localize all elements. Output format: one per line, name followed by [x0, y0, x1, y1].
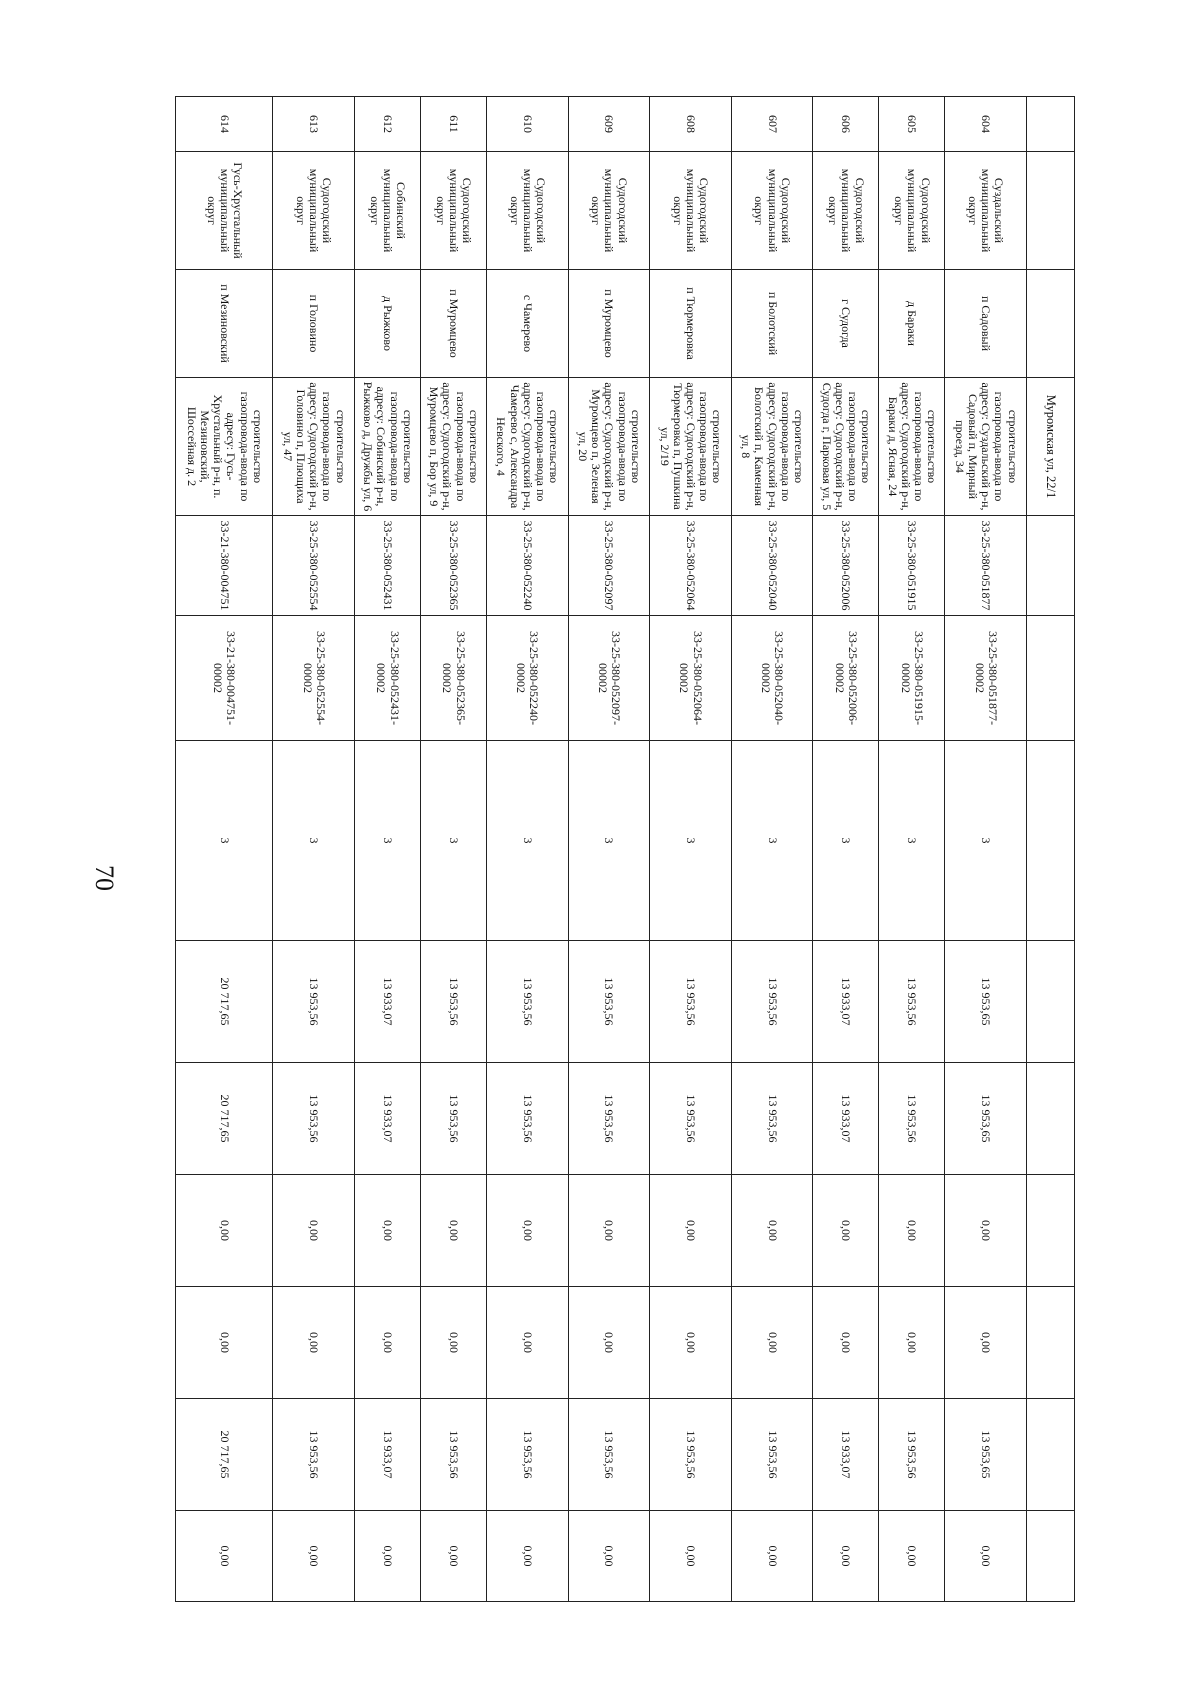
value-cell-3: 0,00 [176, 1175, 273, 1287]
locality-cell: г Судогда [813, 270, 879, 378]
value-cell-2: 13 953,65 [945, 1063, 1027, 1175]
district-cell: Судогодский муниципальный округ [879, 152, 945, 270]
count-cell: 3 [486, 741, 568, 941]
value-cell-6: 0,00 [650, 1511, 732, 1602]
value-cell-1: 13 953,56 [731, 941, 813, 1063]
value-cell-4: 0,00 [420, 1287, 486, 1399]
value-cell-5: 13 933,07 [354, 1399, 420, 1511]
row-number: 614 [176, 97, 273, 152]
value-cell-6: 0,00 [354, 1511, 420, 1602]
value-cell-5: 13 953,56 [650, 1399, 732, 1511]
header-cell-locality [1027, 270, 1075, 378]
work-description-cell: строительство газопровода-ввода по адресу: Судогодский р-н, Судогда г, Парковая ул, 5 [813, 378, 879, 516]
district-cell: Судогодский муниципальный округ [273, 152, 355, 270]
value-cell-6: 0,00 [176, 1511, 273, 1602]
object-code-cell: 33-25-380-051915-00002 [879, 616, 945, 741]
value-cell-3: 0,00 [273, 1175, 355, 1287]
header-cell-v3 [1027, 1175, 1075, 1287]
value-cell-4: 0,00 [879, 1287, 945, 1399]
value-cell-2: 13 953,56 [731, 1063, 813, 1175]
table-row [731, 97, 813, 1602]
value-cell-1: 13 933,07 [354, 941, 420, 1063]
value-cell-2: 13 953,56 [568, 1063, 650, 1175]
district-cell: Судогодский муниципальный округ [650, 152, 732, 270]
value-cell-1: 13 953,56 [568, 941, 650, 1063]
row-number: 613 [273, 97, 355, 152]
header-cell-work: Муромская ул, 22/1 [1027, 378, 1075, 516]
work-description-cell: строительство газопровода-ввода по адресу: Суздальский р-н, Садовый п, Мирный проезд, 34 [945, 378, 1027, 516]
district-cell: Судогодский муниципальный округ [420, 152, 486, 270]
object-code-cell: 33-25-380-052431-00002 [354, 616, 420, 741]
object-code-cell: 33-25-380-052554-00002 [273, 616, 355, 741]
value-cell-3: 0,00 [879, 1175, 945, 1287]
locality-cell: д Бараки [879, 270, 945, 378]
value-cell-5: 13 953,56 [273, 1399, 355, 1511]
header-cell-v2 [1027, 1063, 1075, 1175]
count-cell: 3 [945, 741, 1027, 941]
table-row [879, 97, 945, 1602]
code-cell: 33-25-380-051877 [945, 516, 1027, 616]
value-cell-4: 0,00 [176, 1287, 273, 1399]
value-cell-2: 13 933,07 [813, 1063, 879, 1175]
value-cell-1: 13 953,56 [650, 941, 732, 1063]
value-cell-1: 13 933,07 [813, 941, 879, 1063]
code-cell: 33-25-380-052365 [420, 516, 486, 616]
value-cell-4: 0,00 [568, 1287, 650, 1399]
locality-cell: д Рыжково [354, 270, 420, 378]
table-row [813, 97, 879, 1602]
district-cell: Гусь-Хрустальный муниципальный округ [176, 152, 273, 270]
district-cell: Судогодский муниципальный округ [813, 152, 879, 270]
row-number: 610 [486, 97, 568, 152]
value-cell-5: 13 933,07 [813, 1399, 879, 1511]
district-cell: Судогодский муниципальный округ [731, 152, 813, 270]
header-cell-v1 [1027, 941, 1075, 1063]
table-row [354, 97, 420, 1602]
table-row [650, 97, 732, 1602]
work-description-cell: строительство газопровода-ввода по адресу: Гусь-Хрустальный р-н, п. Мезиновский, Шоссейная д. 2 [176, 378, 273, 516]
object-code-cell: 33-25-380-052064-00002 [650, 616, 732, 741]
locality-cell: п Садовый [945, 270, 1027, 378]
row-number: 612 [354, 97, 420, 152]
value-cell-5: 13 953,56 [486, 1399, 568, 1511]
count-cell: 3 [568, 741, 650, 941]
object-code-cell: 33-25-380-052240-00002 [486, 616, 568, 741]
value-cell-5: 13 953,56 [568, 1399, 650, 1511]
header-cell-num [1027, 97, 1075, 152]
locality-cell: п Муромцево [420, 270, 486, 378]
header-cell-v5 [1027, 1399, 1075, 1511]
value-cell-2: 13 953,56 [879, 1063, 945, 1175]
work-description-cell: строительство газопровода-ввода по адресу: Судогодский р-н, Болотский п, Каменная ул, 8 [731, 378, 813, 516]
locality-cell: с Чамерево [486, 270, 568, 378]
work-description-cell: строительство газопровода-ввода по адресу: Судогодский р-н, Бараки д, Ясная, 24 [879, 378, 945, 516]
value-cell-6: 0,00 [486, 1511, 568, 1602]
value-cell-3: 0,00 [420, 1175, 486, 1287]
object-code-cell: 33-25-380-052365-00002 [420, 616, 486, 741]
value-cell-6: 0,00 [813, 1511, 879, 1602]
value-cell-4: 0,00 [945, 1287, 1027, 1399]
value-cell-5: 13 953,56 [420, 1399, 486, 1511]
table-row [568, 97, 650, 1602]
value-cell-3: 0,00 [650, 1175, 732, 1287]
district-cell: Собинский муниципальный округ [354, 152, 420, 270]
work-description-cell: строительство газопровода-ввода по адресу: Собинский р-н, Рыжково д, Дружбы ул, 6 [354, 378, 420, 516]
value-cell-3: 0,00 [731, 1175, 813, 1287]
table-row [420, 97, 486, 1602]
code-cell: 33-25-380-052554 [273, 516, 355, 616]
value-cell-5: 13 953,65 [945, 1399, 1027, 1511]
count-cell: 3 [879, 741, 945, 941]
value-cell-4: 0,00 [273, 1287, 355, 1399]
value-cell-1: 13 953,56 [420, 941, 486, 1063]
value-cell-3: 0,00 [813, 1175, 879, 1287]
district-cell: Судогодский муниципальный округ [486, 152, 568, 270]
value-cell-6: 0,00 [945, 1511, 1027, 1602]
count-cell: 3 [273, 741, 355, 941]
page-number: 70 [90, 865, 119, 891]
code-cell: 33-25-380-052064 [650, 516, 732, 616]
header-cell-code2 [1027, 616, 1075, 741]
value-cell-6: 0,00 [731, 1511, 813, 1602]
value-cell-1: 20 717,65 [176, 941, 273, 1063]
locality-cell: п Головино [273, 270, 355, 378]
row-number: 611 [420, 97, 486, 152]
code-cell: 33-21-380-004751 [176, 516, 273, 616]
value-cell-6: 0,00 [568, 1511, 650, 1602]
district-cell: Судогодский муниципальный округ [568, 152, 650, 270]
value-cell-3: 0,00 [486, 1175, 568, 1287]
code-cell: 33-25-380-052006 [813, 516, 879, 616]
code-cell: 33-25-380-052040 [731, 516, 813, 616]
locality-cell: п Тюрмеровка [650, 270, 732, 378]
count-cell: 3 [354, 741, 420, 941]
value-cell-2: 13 933,07 [354, 1063, 420, 1175]
value-cell-5: 13 953,56 [879, 1399, 945, 1511]
object-code-cell: 33-25-380-052040-00002 [731, 616, 813, 741]
work-description-cell: строительство газопровода-ввода по адресу: Судогодский р-н, Головино п, Плющиха ул, 47 [273, 378, 355, 516]
count-cell: 3 [176, 741, 273, 941]
header-cell-n [1027, 741, 1075, 941]
row-number: 609 [568, 97, 650, 152]
value-cell-3: 0,00 [945, 1175, 1027, 1287]
value-cell-5: 20 717,65 [176, 1399, 273, 1511]
object-code-cell: 33-25-380-052097-00002 [568, 616, 650, 741]
code-cell: 33-25-380-052240 [486, 516, 568, 616]
locality-cell: п Муромцево [568, 270, 650, 378]
table-row [176, 97, 273, 1602]
header-cell-district [1027, 152, 1075, 270]
row-number: 608 [650, 97, 732, 152]
header-cell-code1 [1027, 516, 1075, 616]
row-number: 604 [945, 97, 1027, 152]
value-cell-1: 13 953,65 [945, 941, 1027, 1063]
value-cell-4: 0,00 [731, 1287, 813, 1399]
value-cell-4: 0,00 [354, 1287, 420, 1399]
value-cell-4: 0,00 [813, 1287, 879, 1399]
district-cell: Суздальский муниципальный округ [945, 152, 1027, 270]
value-cell-6: 0,00 [273, 1511, 355, 1602]
value-cell-3: 0,00 [354, 1175, 420, 1287]
object-code-cell: 33-25-380-052006-00002 [813, 616, 879, 741]
value-cell-4: 0,00 [650, 1287, 732, 1399]
table-row [945, 97, 1027, 1602]
code-cell: 33-25-380-052431 [354, 516, 420, 616]
value-cell-2: 20 717,65 [176, 1063, 273, 1175]
value-cell-6: 0,00 [879, 1511, 945, 1602]
object-code-cell: 33-21-380-004751-00002 [176, 616, 273, 741]
count-cell: 3 [650, 741, 732, 941]
work-description-cell: строительство газопровода-ввода по адресу: Судогодский р-н, Чамерево с, Александра Невского, 4 [486, 378, 568, 516]
value-cell-5: 13 953,56 [731, 1399, 813, 1511]
rotated-table-wrapper [175, 96, 1075, 1601]
locality-cell: п Болотский [731, 270, 813, 378]
table-row [486, 97, 568, 1602]
row-number: 607 [731, 97, 813, 152]
value-cell-6: 0,00 [420, 1511, 486, 1602]
object-code-cell: 33-25-380-051877-00002 [945, 616, 1027, 741]
value-cell-2: 13 953,56 [650, 1063, 732, 1175]
row-number: 605 [879, 97, 945, 152]
registry-sheet [175, 96, 1075, 1601]
locality-cell: п Мезиновский [176, 270, 273, 378]
row-number: 606 [813, 97, 879, 152]
work-description-cell: строительство газопровода-ввода по адресу: Судогодский р-н, Муромцево п, Зеленая ул, 20 [568, 378, 650, 516]
value-cell-1: 13 953,56 [273, 941, 355, 1063]
value-cell-2: 13 953,56 [420, 1063, 486, 1175]
code-cell: 33-25-380-051915 [879, 516, 945, 616]
count-cell: 3 [731, 741, 813, 941]
count-cell: 3 [813, 741, 879, 941]
table-row [273, 97, 355, 1602]
value-cell-2: 13 953,56 [486, 1063, 568, 1175]
header-cell-v6 [1027, 1511, 1075, 1602]
count-cell: 3 [420, 741, 486, 941]
registry-table [175, 96, 1075, 1602]
value-cell-2: 13 953,56 [273, 1063, 355, 1175]
header-cell-v4 [1027, 1287, 1075, 1399]
work-description-cell: строительство газопровода-ввода по адресу: Судогодский р-н, Тюрмеровка п, Пушкина ул, 2/19 [650, 378, 732, 516]
code-cell: 33-25-380-052097 [568, 516, 650, 616]
table-header-row [1027, 97, 1075, 1602]
value-cell-3: 0,00 [568, 1175, 650, 1287]
value-cell-1: 13 953,56 [486, 941, 568, 1063]
work-description-cell: строительство газопровода-ввода по адресу: Судогодский р-н, Муромцево п, Бор ул, 9 [420, 378, 486, 516]
value-cell-1: 13 953,56 [879, 941, 945, 1063]
value-cell-4: 0,00 [486, 1287, 568, 1399]
